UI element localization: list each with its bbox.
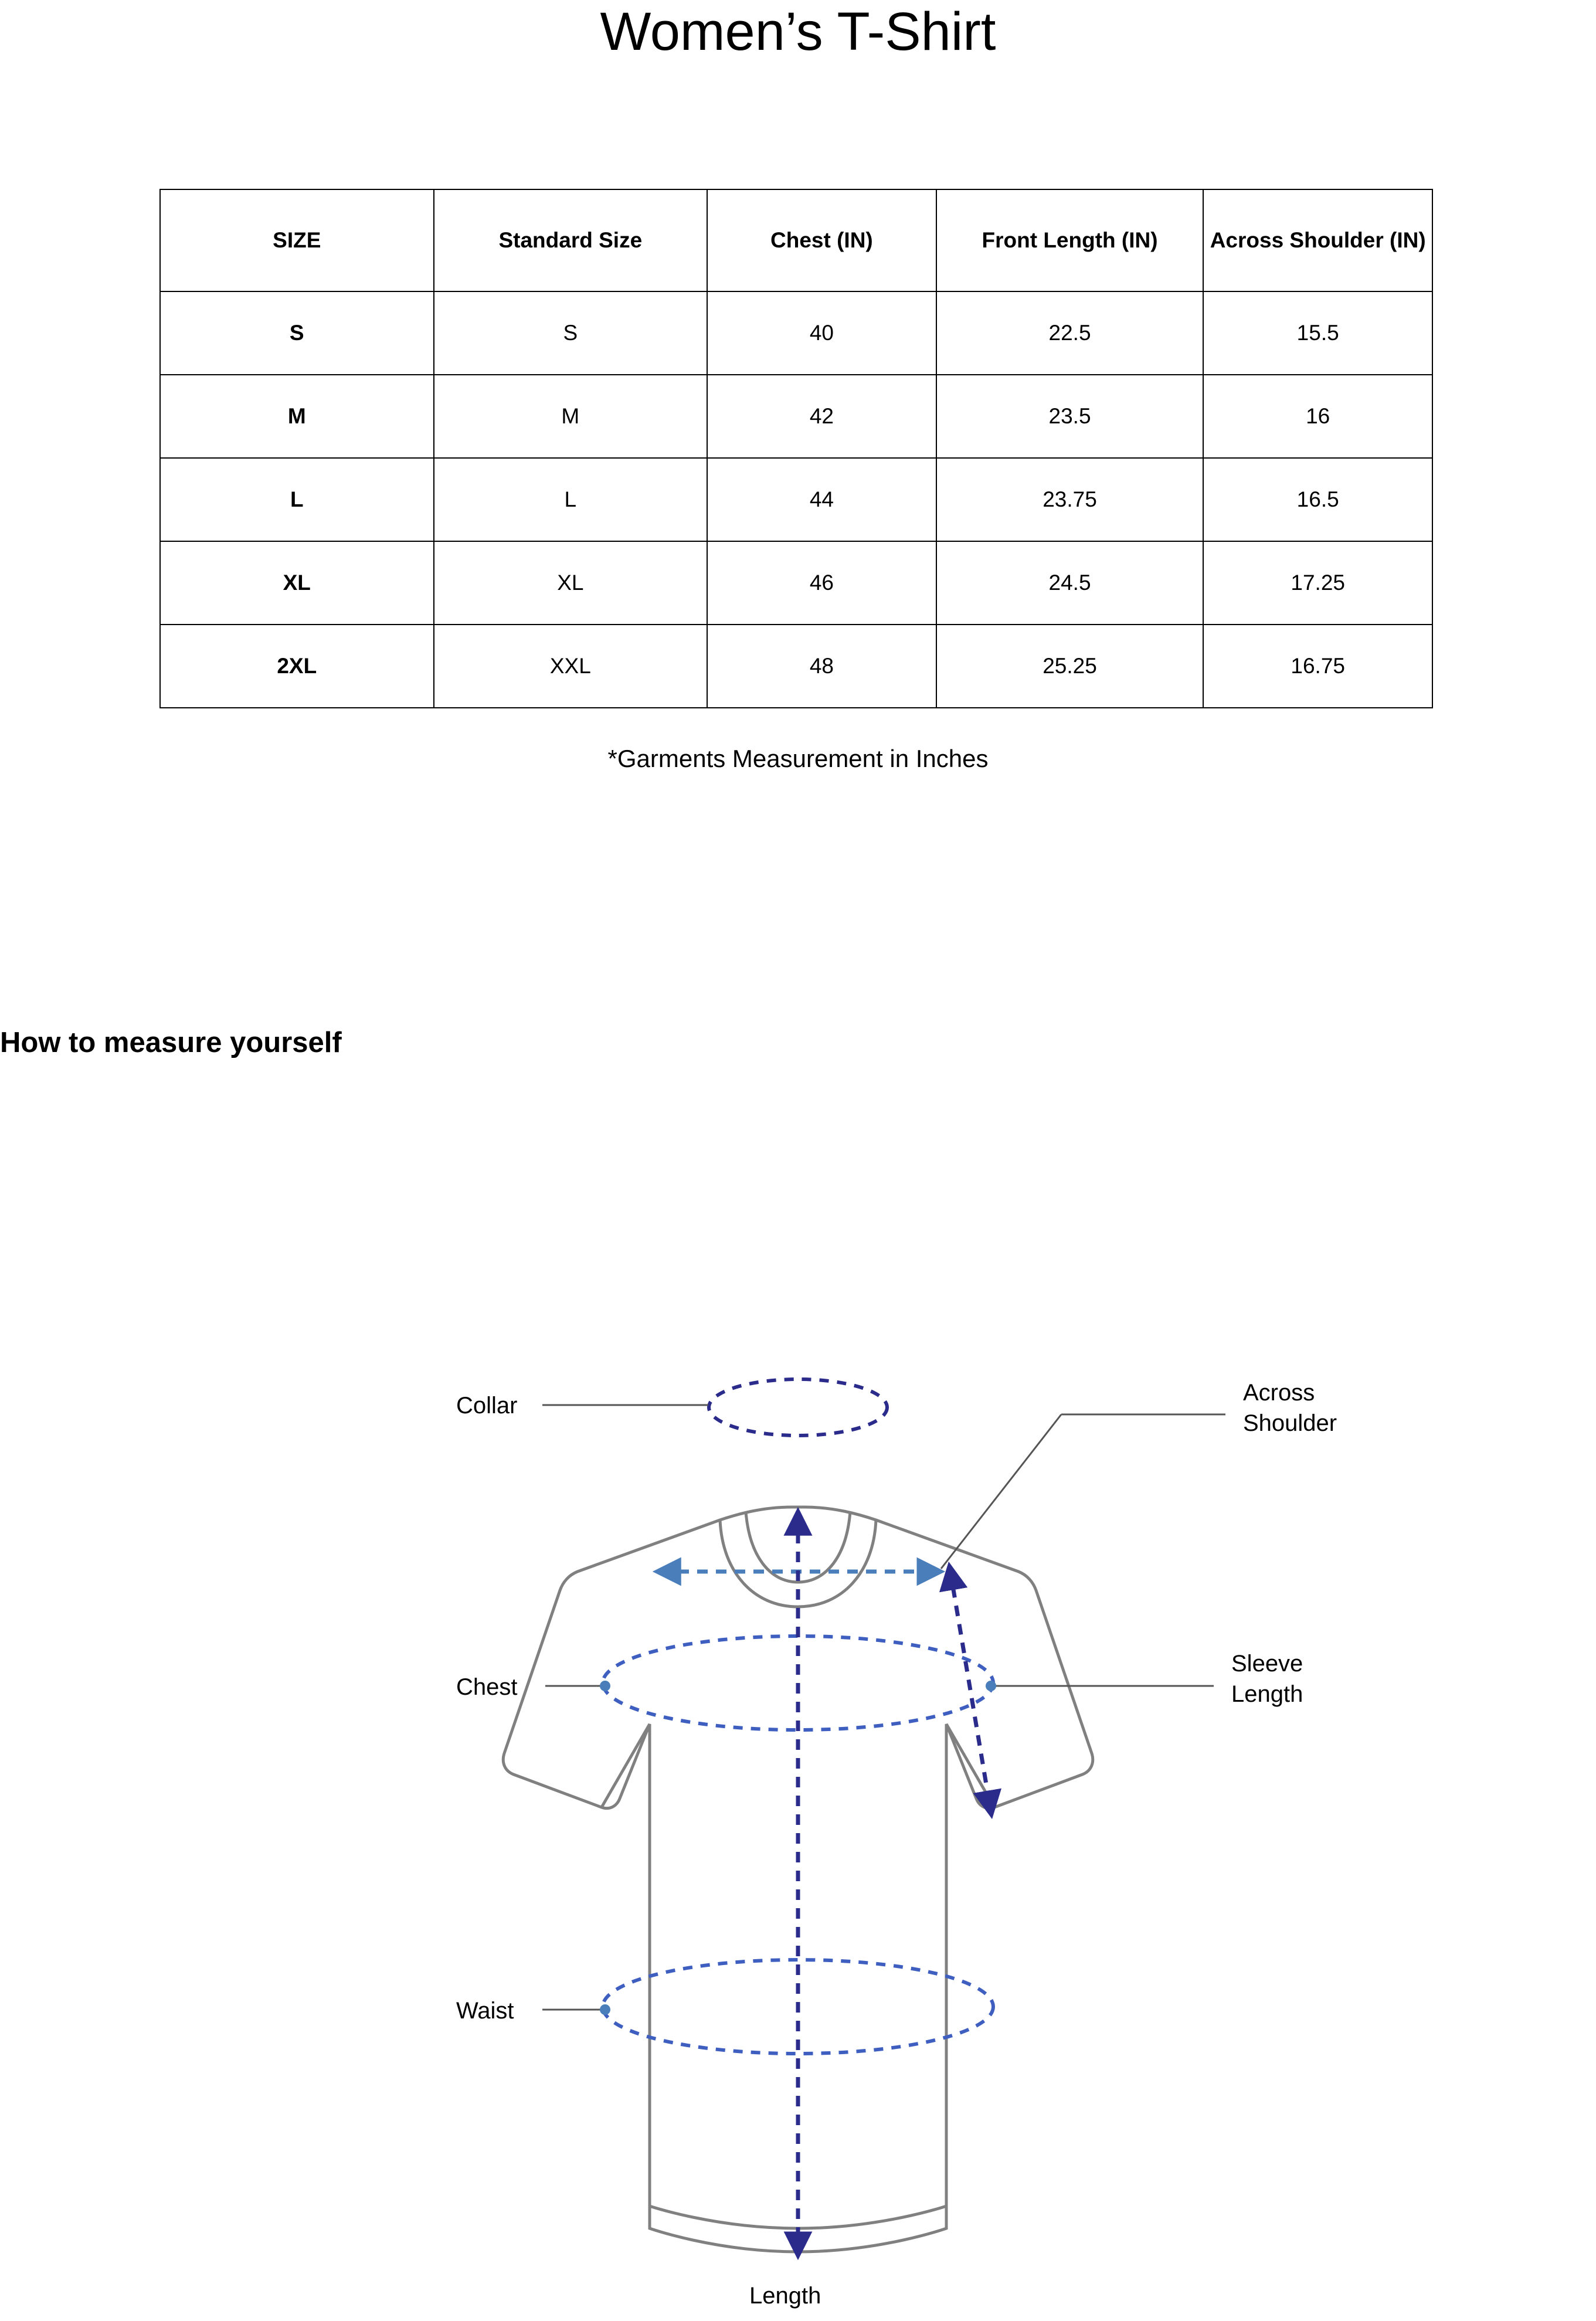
cell-size: L bbox=[160, 458, 434, 541]
cell-front-length: 23.5 bbox=[936, 375, 1204, 458]
table-row bbox=[160, 291, 1432, 375]
cell-standard-size: S bbox=[434, 291, 708, 375]
table-row bbox=[160, 458, 1432, 541]
across-shoulder-leader-line bbox=[941, 1414, 1061, 1569]
cell-chest: 40 bbox=[707, 291, 936, 375]
measurement-diagram bbox=[0, 1366, 1596, 2321]
label-sleeve-length-line1: Sleeve bbox=[1231, 1651, 1303, 1677]
label-waist: Waist bbox=[456, 1998, 514, 2024]
section-heading-how-to-measure: How to measure yourself bbox=[0, 1027, 342, 1058]
waist-anchor-dot bbox=[600, 2004, 610, 2015]
table-row bbox=[160, 375, 1432, 458]
label-across-shoulder-line1: Across bbox=[1243, 1380, 1315, 1406]
cell-chest: 46 bbox=[707, 541, 936, 625]
cell-chest: 48 bbox=[707, 625, 936, 708]
cell-standard-size: L bbox=[434, 458, 708, 541]
cell-front-length: 25.25 bbox=[936, 625, 1204, 708]
cell-standard-size: XXL bbox=[434, 625, 708, 708]
sleeve-length-arrow bbox=[950, 1569, 991, 1812]
column-header-chest: Chest (IN) bbox=[707, 189, 936, 291]
table-row bbox=[160, 625, 1432, 708]
cell-front-length: 24.5 bbox=[936, 541, 1204, 625]
collar-measure-ellipse bbox=[709, 1379, 887, 1436]
sleeve-anchor-dot bbox=[986, 1681, 996, 1691]
label-chest: Chest bbox=[456, 1674, 518, 1700]
table-header-row bbox=[160, 189, 1432, 291]
label-collar: Collar bbox=[456, 1393, 518, 1419]
cell-across-shoulder: 17.25 bbox=[1203, 541, 1432, 625]
column-header-standard-size: Standard Size bbox=[434, 189, 708, 291]
cell-size: S bbox=[160, 291, 434, 375]
cell-across-shoulder: 16.5 bbox=[1203, 458, 1432, 541]
size-chart-table-container bbox=[159, 189, 1433, 708]
cell-across-shoulder: 16.75 bbox=[1203, 625, 1432, 708]
table-row bbox=[160, 541, 1432, 625]
column-header-size: SIZE bbox=[160, 189, 434, 291]
cell-size: M bbox=[160, 375, 434, 458]
cell-size: XL bbox=[160, 541, 434, 625]
page-title: Women’s T-Shirt bbox=[600, 2, 996, 62]
cell-size: 2XL bbox=[160, 625, 434, 708]
cell-chest: 44 bbox=[707, 458, 936, 541]
column-header-front-length: Front Length (IN) bbox=[936, 189, 1204, 291]
cell-standard-size: XL bbox=[434, 541, 708, 625]
measurement-note: *Garments Measurement in Inches bbox=[607, 745, 989, 772]
label-length: Length bbox=[749, 2283, 821, 2309]
cell-front-length: 23.75 bbox=[936, 458, 1204, 541]
size-chart-table bbox=[159, 189, 1433, 708]
cell-standard-size: M bbox=[434, 375, 708, 458]
cell-chest: 42 bbox=[707, 375, 936, 458]
label-across-shoulder-line2: Shoulder bbox=[1243, 1410, 1337, 1436]
cell-front-length: 22.5 bbox=[936, 291, 1204, 375]
chest-anchor-dot bbox=[600, 1681, 610, 1691]
column-header-across-shoulder: Across Shoulder (IN) bbox=[1203, 189, 1432, 291]
cell-across-shoulder: 15.5 bbox=[1203, 291, 1432, 375]
cell-across-shoulder: 16 bbox=[1203, 375, 1432, 458]
label-sleeve-length-line2: Length bbox=[1231, 1681, 1303, 1707]
